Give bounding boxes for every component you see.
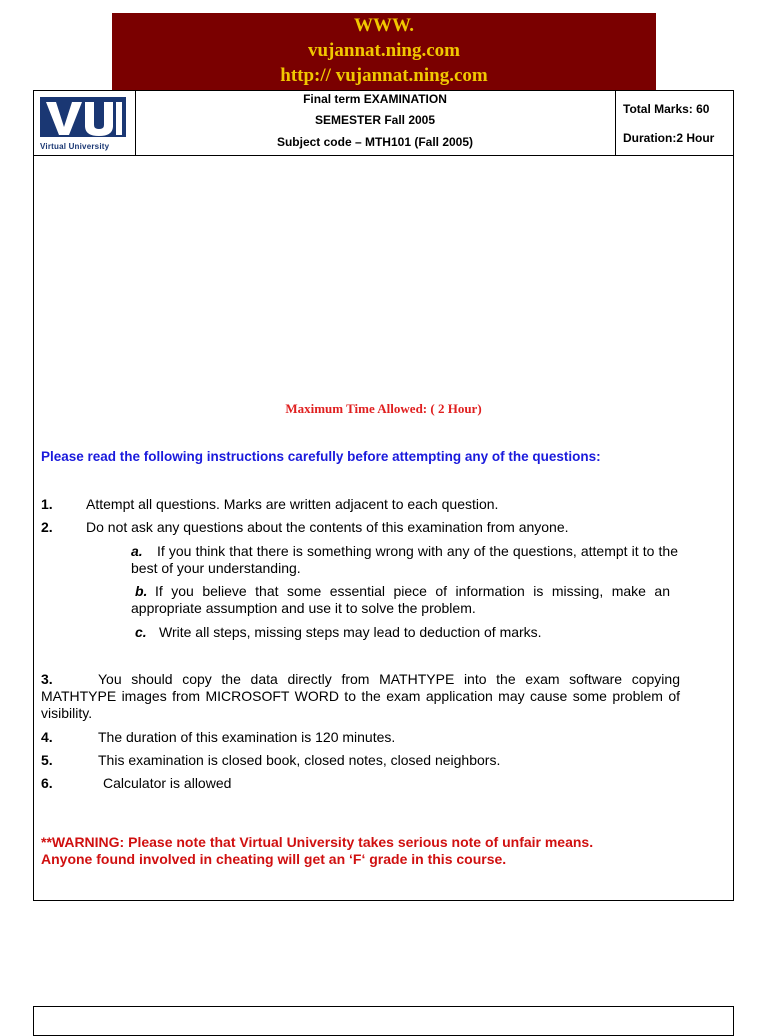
item-number-4: 4. <box>41 729 53 745</box>
subitem-label-a: a. <box>131 543 143 559</box>
item-number-6: 6. <box>41 775 53 791</box>
duration: Duration:2 Hour <box>623 131 715 145</box>
item-number-5: 5. <box>41 752 53 768</box>
instructions-box <box>33 156 734 901</box>
item-number-1: 1. <box>41 496 53 512</box>
subject-code: Subject code – MTH101 (Fall 2005) <box>276 135 474 149</box>
item-number-2: 2. <box>41 519 53 535</box>
exam-title-cell <box>135 91 615 155</box>
marks-cell <box>615 91 734 155</box>
banner-line-www: WWW. <box>353 15 414 36</box>
subitem-c <box>135 624 542 641</box>
item-text-6: Calculator is allowed <box>103 775 232 791</box>
vu-logo-icon <box>40 97 126 145</box>
item-number-3: 3. <box>41 671 53 687</box>
warning-line-2: Anyone found involved in cheating will get an ‘F‘ grade in this course. <box>41 851 507 867</box>
item-text-5: This examination is closed book, closed notes, closed neighbors. <box>98 752 501 768</box>
subitem-a <box>131 543 678 577</box>
exam-header-table <box>33 90 734 156</box>
site-banner <box>112 13 656 90</box>
semester-text: SEMESTER Fall 2005 <box>314 113 436 127</box>
subitem-text-b: If you believe that some essential piece of information is missing, make an appropriate assumption and use it to solve the problem. <box>131 583 670 616</box>
instructions-heading: Please read the following instructions carefully before attempting any of the questions: <box>41 449 601 464</box>
item-text-4: The duration of this examination is 120 minutes. <box>98 729 396 745</box>
exam-title: Final term EXAMINATION <box>303 92 447 106</box>
banner-line-domain: vujannat.ning.com <box>307 40 461 61</box>
item-text-1: Attempt all questions. Marks are written adjacent to each question. <box>86 496 499 512</box>
total-marks: Total Marks: 60 <box>623 102 710 116</box>
max-time-allowed: Maximum Time Allowed: ( 2 Hour) <box>285 401 482 416</box>
next-page-box <box>33 1006 734 1036</box>
subitem-text-c: Write all steps, missing steps may lead to deduction of marks. <box>159 624 542 640</box>
subitem-label-c: c. <box>135 624 147 640</box>
item-3 <box>41 671 680 722</box>
subitem-label-b: b. <box>135 583 148 599</box>
logo-cell <box>34 91 136 155</box>
subitem-text-a: If you think that there is something wrong with any of the questions, attempt it to the best of your understanding. <box>131 543 678 576</box>
item-text-2: Do not ask any questions about the contents of this examination from anyone. <box>86 519 569 535</box>
subitem-b <box>131 583 670 617</box>
item-text-3: You should copy the data directly from MATHTYPE into the exam software copying MATHTYPE images from MICROSOFT WORD to the exam application may cause some problem of visibility. <box>41 671 680 721</box>
logo-caption: Virtual University <box>40 142 110 151</box>
warning-line-1: **WARNING: Please note that Virtual University takes serious note of unfair means. <box>41 834 594 850</box>
banner-line-url: http:// vujannat.ning.com <box>280 65 488 86</box>
